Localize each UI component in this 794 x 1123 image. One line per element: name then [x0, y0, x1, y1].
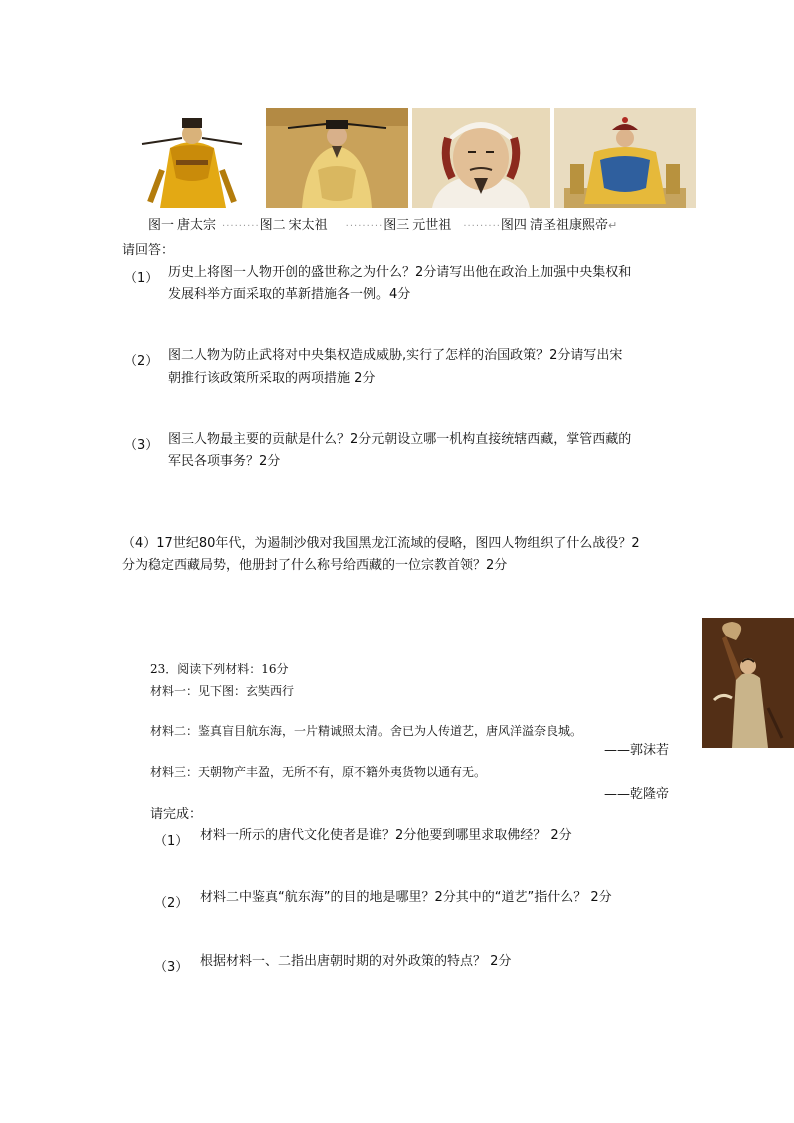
caption-dots-1: ·········	[222, 221, 260, 232]
paragraph-return-icon: ↵	[607, 219, 618, 232]
material2-author: ——郭沫若	[604, 743, 670, 758]
caption-dots-2: ·········	[345, 221, 384, 232]
caption-2-name: 宋太祖	[288, 218, 328, 233]
caption-4-num: 图四	[500, 218, 527, 233]
kangxi-portrait-icon	[554, 108, 696, 208]
caption-3-num: 图三	[383, 218, 410, 233]
portrait-yuan-shizu	[412, 108, 550, 208]
portrait-song-taizu	[266, 108, 408, 208]
yuan-shizu-portrait-icon	[412, 108, 550, 208]
material3: 材料三：天朝物产丰盈，无所不有，原不籍外夷货物以通有无。	[150, 765, 487, 779]
question-1-num: （1）	[124, 271, 159, 286]
s2-question-1-num: （1）	[154, 834, 189, 849]
question-4-line2: 分为稳定西藏局势，他册封了什么称号给西藏的一位宗教首领？2分	[122, 558, 508, 573]
caption-1-name: 唐太宗	[177, 218, 217, 233]
question-1-line2: 发展科举方面采取的革新措施各一例。4分	[168, 287, 411, 302]
material2: 材料二：鉴真盲目航东海，一片精诚照太清。舍已为人传道艺，唐风洋溢奈良城。	[150, 724, 583, 738]
caption-dots-3: ·········	[463, 221, 501, 232]
s2-question-2-text: 材料二中鉴真“航东海”的目的地是哪里？2分其中的“道艺”指什么？ 2分	[200, 890, 612, 905]
material1: 材料一：见下图：玄奘西行	[150, 684, 295, 698]
section2-title: 23．阅读下列材料：16分	[150, 662, 289, 676]
s2-question-1-text: 材料一所示的唐代文化使者是谁？2分他要到哪里求取佛经？ 2分	[200, 828, 572, 843]
question-4-num: （4）	[122, 536, 157, 551]
question-3-line2: 军民各项事务？2分	[168, 454, 281, 469]
question-3-line1: 图三人物最主要的贡献是什么？2分元朝设立哪一机构直接统辖西藏，掌管西藏的	[168, 432, 632, 447]
caption-4-name: 清圣祖康熙帝	[529, 218, 608, 233]
portrait-kangxi	[554, 108, 696, 208]
s2-question-3-text: 根据材料一、二指出唐朝时期的对外政策的特点？ 2分	[200, 954, 512, 969]
xuanzang-journey-painting-icon	[702, 618, 794, 748]
section1-prompt: 请回答：	[122, 243, 175, 258]
s2-question-2-num: （2）	[154, 896, 189, 911]
material3-author: ——乾隆帝	[604, 787, 670, 802]
question-2-line2: 朝推行该政策所采取的两项措施 2分	[168, 371, 376, 386]
caption-1-num: 图一	[148, 218, 175, 233]
caption-3-name: 元世祖	[412, 218, 452, 233]
tang-taizong-portrait-icon	[122, 108, 262, 208]
portrait-tang-taizong	[122, 108, 262, 208]
song-taizu-portrait-icon	[266, 108, 408, 208]
caption-2-num: 图二	[259, 218, 286, 233]
xuanzang-painting	[702, 618, 794, 748]
portrait-captions	[148, 217, 617, 236]
s2-question-3-num: （3）	[154, 960, 189, 975]
question-2-line1: 图二人物为防止武将对中央集权造成威胁,实行了怎样的治国政策？2分请写出宋	[168, 348, 623, 363]
question-3-num: （3）	[124, 438, 159, 453]
question-2-num: （2）	[124, 354, 159, 369]
question-4-line1	[122, 535, 640, 553]
question-1-line1: 历史上将图一人物开创的盛世称之为什么？2分请写出他在政治上加强中央集权和	[168, 265, 632, 280]
section2-prompt: 请完成：	[150, 807, 203, 822]
question-4-text1: 17世纪80年代，为遏制沙俄对我国黑龙江流域的侵略，图四人物组织了什么战役？2	[156, 536, 640, 551]
